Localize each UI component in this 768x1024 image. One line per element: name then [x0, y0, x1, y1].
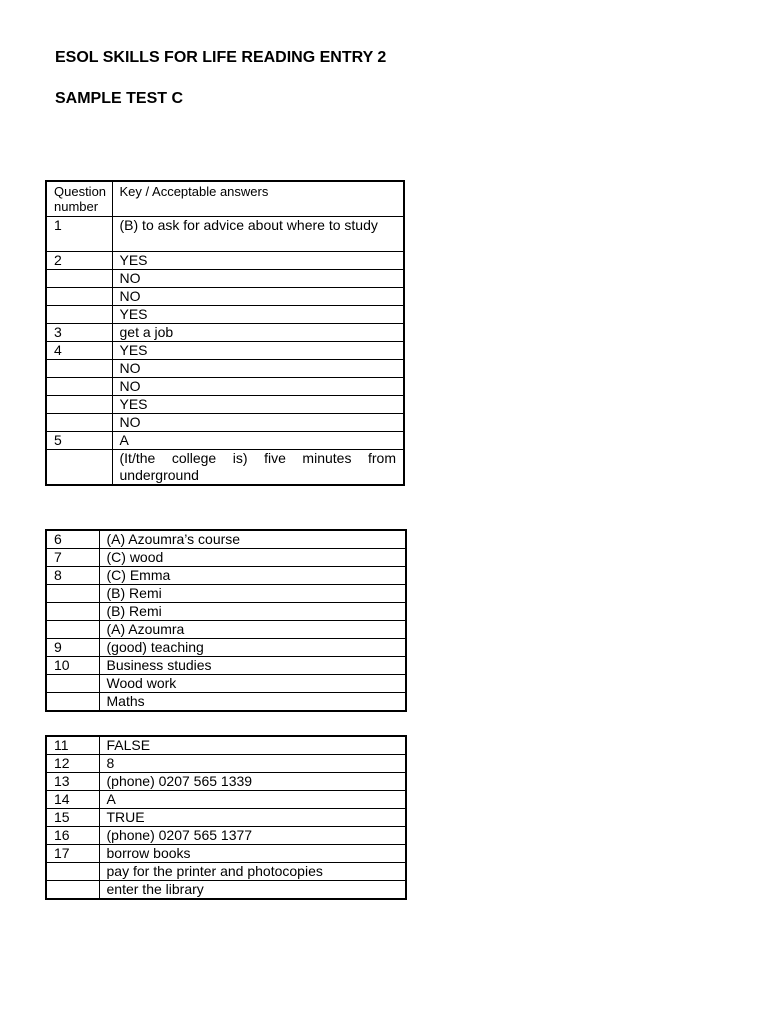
question-number: 12 [46, 755, 99, 773]
question-number: 14 [46, 791, 99, 809]
answer-cell: (C) wood [99, 549, 406, 567]
table-row [46, 621, 406, 639]
answer-key-table-1 [45, 180, 405, 486]
answer-cell: get a job [112, 324, 404, 342]
table-row [46, 414, 404, 432]
table-row [46, 252, 404, 270]
answer-cell: TRUE [99, 809, 406, 827]
table-row [46, 549, 406, 567]
question-number [46, 675, 99, 693]
question-number [46, 603, 99, 621]
answer-cell: borrow books [99, 845, 406, 863]
table-row [46, 530, 406, 549]
table-row [46, 827, 406, 845]
answer-cell: (phone) 0207 565 1377 [99, 827, 406, 845]
question-number: 3 [46, 324, 112, 342]
question-number [46, 881, 99, 900]
table-row [46, 324, 404, 342]
table-row [46, 288, 404, 306]
question-number: 13 [46, 773, 99, 791]
table-row [46, 736, 406, 755]
question-number [46, 360, 112, 378]
question-number: 4 [46, 342, 112, 360]
answer-cell: (It/the college is) five minutes from underground [112, 450, 404, 486]
table-row [46, 432, 404, 450]
answer-key-table-3 [45, 735, 407, 900]
answer-cell: NO [112, 270, 404, 288]
question-number: 7 [46, 549, 99, 567]
answer-cell: Wood work [99, 675, 406, 693]
answer-cell: NO [112, 378, 404, 396]
question-number [46, 863, 99, 881]
question-number: 5 [46, 432, 112, 450]
answer-cell: NO [112, 288, 404, 306]
question-number [46, 414, 112, 432]
table-row [46, 603, 406, 621]
answer-cell: Business studies [99, 657, 406, 675]
question-number [46, 693, 99, 712]
answer-cell: A [112, 432, 404, 450]
answer-cell: Maths [99, 693, 406, 712]
answer-cell: (B) Remi [99, 585, 406, 603]
question-number: 2 [46, 252, 112, 270]
table-row [46, 845, 406, 863]
document-subtitle: SAMPLE TEST C [55, 90, 184, 107]
answer-cell: pay for the printer and photocopies [99, 863, 406, 881]
table-row [46, 863, 406, 881]
answer-cell: YES [112, 342, 404, 360]
table-row [46, 396, 404, 414]
table-row [46, 585, 406, 603]
table-row [46, 567, 406, 585]
table-row [46, 639, 406, 657]
question-number: 11 [46, 736, 99, 755]
question-number: 9 [46, 639, 99, 657]
answer-cell: 8 [99, 755, 406, 773]
answer-cell: YES [112, 306, 404, 324]
table-row [46, 306, 404, 324]
answer-cell: (C) Emma [99, 567, 406, 585]
table-row [46, 881, 406, 900]
table-row [46, 809, 406, 827]
question-number [46, 378, 112, 396]
question-number [46, 288, 112, 306]
answer-cell: YES [112, 252, 404, 270]
question-number: 10 [46, 657, 99, 675]
answer-key-table-2 [45, 529, 407, 712]
table-row [46, 675, 406, 693]
question-number: 8 [46, 567, 99, 585]
table-row [46, 217, 404, 252]
table-row [46, 342, 404, 360]
answer-cell: (B) to ask for advice about where to study [112, 217, 404, 252]
question-number: 17 [46, 845, 99, 863]
question-number [46, 270, 112, 288]
question-number: 1 [46, 217, 112, 252]
table-row [46, 360, 404, 378]
question-number: 6 [46, 530, 99, 549]
table-row [46, 755, 406, 773]
answer-cell: YES [112, 396, 404, 414]
answer-cell: NO [112, 360, 404, 378]
table-row [46, 450, 404, 486]
table-row [46, 270, 404, 288]
question-number: 15 [46, 809, 99, 827]
question-number: 16 [46, 827, 99, 845]
answer-cell: (phone) 0207 565 1339 [99, 773, 406, 791]
column-header-question: Question number [46, 181, 112, 217]
answer-cell: enter the library [99, 881, 406, 900]
answer-cell: (good) teaching [99, 639, 406, 657]
table-row [46, 378, 404, 396]
table-row [46, 791, 406, 809]
table-row [46, 693, 406, 712]
table-header-row [46, 181, 404, 217]
column-header-answer: Key / Acceptable answers [112, 181, 404, 217]
answer-cell: (A) Azoumra’s course [99, 530, 406, 549]
question-number [46, 450, 112, 486]
answer-cell: NO [112, 414, 404, 432]
table-row [46, 657, 406, 675]
answer-cell: FALSE [99, 736, 406, 755]
question-number [46, 306, 112, 324]
question-number [46, 621, 99, 639]
table-row [46, 773, 406, 791]
question-number [46, 585, 99, 603]
answer-cell: A [99, 791, 406, 809]
answer-cell: (A) Azoumra [99, 621, 406, 639]
document-title: ESOL SKILLS FOR LIFE READING ENTRY 2 [55, 49, 387, 66]
answer-cell: (B) Remi [99, 603, 406, 621]
question-number [46, 396, 112, 414]
